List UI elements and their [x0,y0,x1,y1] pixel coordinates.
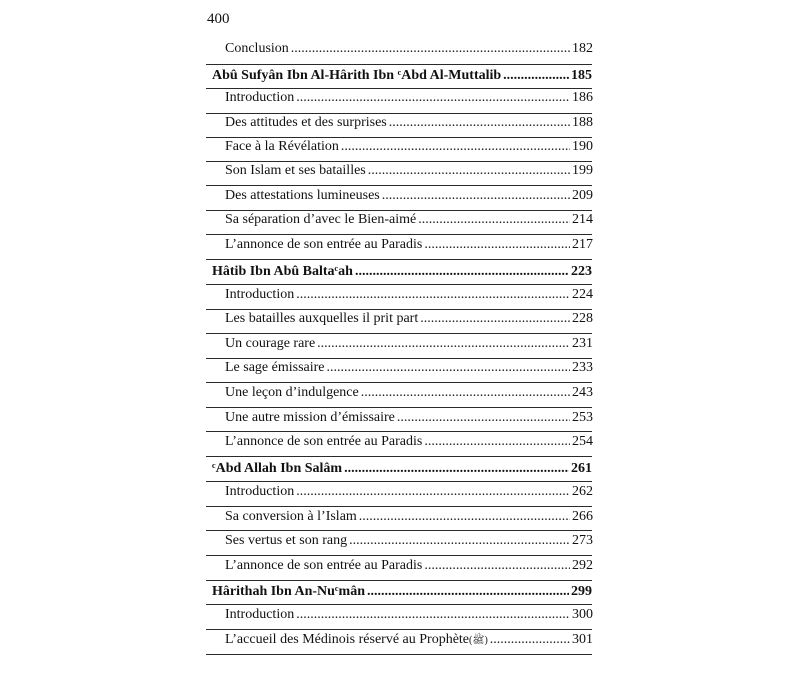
toc-entry-title: Le sage émissaire [225,360,325,375]
toc-entry[interactable] [225,557,593,575]
divider [206,481,592,482]
toc-entry-title: Des attitudes et des surprises [225,115,387,130]
toc-entry[interactable] [225,286,593,304]
divider [206,555,592,556]
toc-entry-title: Introduction [225,484,295,499]
toc-entry[interactable] [225,508,593,526]
toc-entry-title: Sa séparation d’avec le Bien-aimé [225,212,417,227]
toc-entry-page: 292 [572,558,593,573]
toc-entry-page: 253 [572,410,593,425]
toc-entry[interactable] [225,211,593,229]
toc-entry-title: Introduction [225,287,295,302]
divider [206,64,592,65]
toc-entry-page: 301 [572,632,593,647]
toc-chapter-page: 223 [571,264,592,279]
toc-entry[interactable] [225,310,593,328]
toc-chapter-page: 299 [571,584,592,599]
toc-entry-page: 233 [572,360,593,375]
toc-chapter-page: 261 [571,461,592,476]
page-number: 400 [207,11,230,27]
leader-dots [389,114,570,132]
leader-dots [296,89,570,107]
toc-entry-page: 217 [572,237,593,252]
toc-chapter[interactable] [212,67,592,85]
leader-dots [296,286,570,304]
toc-entry-title: Ses vertus et son rang [225,533,348,548]
toc-entry-page: 262 [572,484,593,499]
toc-chapter-title: Hârithah Ibn An-Nuᶜmân [212,584,366,599]
toc-chapter-title: ᶜAbd Allah Ibn Salâm [212,461,343,476]
toc-entry[interactable] [225,409,593,427]
toc-entry-page: 254 [572,434,593,449]
divider [206,407,592,408]
toc-chapter-title: Hâtib Ibn Abû Baltaᶜah [212,264,353,279]
divider [206,456,592,457]
toc-entry-page: 228 [572,311,593,326]
leader-dots [424,557,570,575]
divider [206,530,592,531]
toc-entry-page: 182 [572,41,593,56]
toc-chapter[interactable] [212,583,592,601]
toc-entry-title: Sa conversion à l’Islam [225,509,357,524]
leader-dots [418,211,570,229]
toc-entry[interactable] [225,335,593,353]
toc-entry-title: Face à la Révélation [225,139,339,154]
toc-entry[interactable] [225,114,593,132]
leader-dots [355,263,569,281]
toc-entry-page: 266 [572,509,593,524]
divider [206,234,592,235]
toc-entry[interactable] [225,606,593,624]
toc-entry-page: 300 [572,607,593,622]
toc-entry[interactable] [225,162,593,180]
leader-dots [424,236,570,254]
salawat-glyph: (ﷺ) [469,635,488,646]
leader-dots [490,631,570,649]
divider [206,580,592,581]
toc-chapter-page: 185 [571,68,592,83]
divider [206,382,592,383]
toc-entry[interactable] [225,236,593,254]
toc-entry-title: Un courage rare [225,336,316,351]
toc-entry-page: 209 [572,188,593,203]
toc-entry[interactable] [225,532,593,550]
leader-dots [420,310,570,328]
toc-chapter-title: Abû Sufyân Ibn Al-Hârith Ibn ᶜAbd Al-Muttalib [212,68,502,83]
toc-entry-title: Une autre mission d’émissaire [225,410,395,425]
toc-entry-page: 186 [572,90,593,105]
toc-entry[interactable] [225,40,593,58]
toc-entry-page: 231 [572,336,593,351]
toc-entry[interactable] [225,483,593,501]
toc-entry-title: Son Islam et ses batailles [225,163,366,178]
leader-dots [344,460,569,478]
leader-dots [368,162,570,180]
leader-dots [317,335,570,353]
toc-chapter[interactable] [212,460,592,478]
leader-dots [359,508,570,526]
toc-entry-page: 243 [572,385,593,400]
leader-dots [341,138,570,156]
leader-dots [397,409,570,427]
leader-dots [361,384,570,402]
toc-entry-page: 273 [572,533,593,548]
toc-entry-page: 214 [572,212,593,227]
divider [206,654,592,655]
toc-entry-page: 190 [572,139,593,154]
toc-entry[interactable] [225,433,593,451]
leader-dots [349,532,570,550]
toc-entry-page: 199 [572,163,593,178]
divider [206,604,592,605]
divider [206,431,592,432]
toc-entry-title: L’annonce de son entrée au Paradis [225,558,423,573]
divider [206,629,592,630]
toc-entry[interactable] [225,631,593,650]
toc-entry-title: Introduction [225,607,295,622]
leader-dots [503,67,569,85]
leader-dots [296,483,570,501]
toc-entry-title: Les batailles auxquelles il prit part [225,311,419,326]
toc-entry[interactable] [225,187,593,205]
divider [206,185,592,186]
leader-dots [296,606,570,624]
toc-entry-title: L’accueil des Médinois réservé au Prophète [225,632,470,647]
toc-entry-title: Une leçon d’indulgence [225,385,359,400]
toc-chapter[interactable] [212,263,592,281]
toc-entry[interactable] [225,384,593,402]
toc-entry[interactable] [225,138,593,156]
toc-entry-title: Introduction [225,90,295,105]
leader-dots [327,359,570,377]
toc-entry-title: Des attestations lumineuses [225,188,380,203]
divider [206,259,592,260]
toc-entry-title: L’annonce de son entrée au Paradis [225,434,423,449]
toc-entry-page: 224 [572,287,593,302]
divider [206,506,592,507]
leader-dots [382,187,570,205]
divider [206,284,592,285]
toc-entry[interactable] [225,359,593,377]
toc-entry-title: Conclusion [225,41,289,56]
toc-entry-page: 188 [572,115,593,130]
leader-dots [367,583,569,601]
divider [206,333,592,334]
toc-entry-title: L’annonce de son entrée au Paradis [225,237,423,252]
leader-dots [291,40,570,58]
toc-entry[interactable] [225,89,593,107]
leader-dots [424,433,570,451]
